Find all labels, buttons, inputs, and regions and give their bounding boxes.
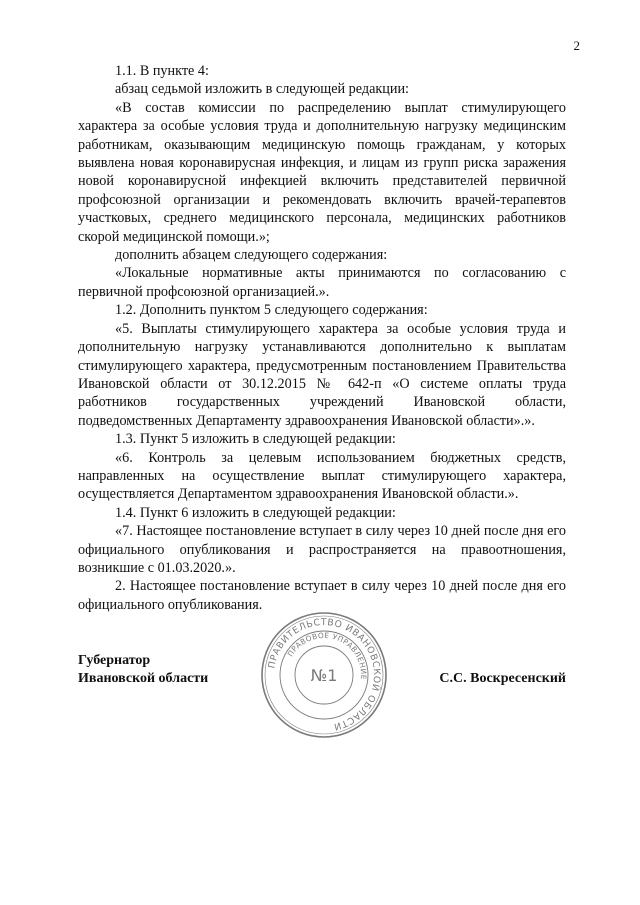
signatory-name: С.С. Воскресенский bbox=[439, 671, 566, 686]
seal-outer-text: ПРАВИТЕЛЬСТВО ИВАНОВСКОЙ ОБЛАСТИ bbox=[266, 616, 383, 733]
document-body bbox=[78, 62, 566, 614]
paragraph: 1.4. Пункт 6 изложить в следующей редакции: bbox=[115, 504, 396, 521]
page-number: 2 bbox=[573, 38, 580, 53]
signatory-title-line: Губернатор bbox=[78, 653, 151, 668]
paragraph: дополнить абзацем следующего содержания: bbox=[115, 247, 388, 264]
paragraph: 2. Настоящее постановление вступает в силу через 10 дней после дня его официального опубликования. bbox=[78, 578, 566, 613]
seal-center-text: №1 bbox=[310, 666, 338, 685]
paragraph: «5. Выплаты стимулирующего характера за особые условия труда и дополнительную нагрузку устанавливаются дополнительно к выплатам стимулирующего характера, предусмотренным постановлением Правительства Ивановской области от 30.12.2015 № 642-п «О системе оплаты труда работников государственных учреждений Ивановской области, подведомственных Департаменту здравоохранения Ивановской области».». bbox=[78, 320, 566, 429]
official-seal bbox=[259, 610, 389, 740]
paragraph: «6. Контроль за целевым использованием бюджетных средств, направленных на осуществление выплат стимулирующего характера, осуществляется Департаментом здравоохранения Ивановской области.». bbox=[78, 449, 566, 503]
signatory-title-line: Ивановской области bbox=[78, 671, 209, 686]
signatory-title bbox=[78, 652, 208, 688]
paragraph: «Локальные нормативные акты принимаются по согласованию с первичной профсоюзной организацией.». bbox=[78, 265, 566, 300]
paragraph: «7. Настоящее постановление вступает в силу через 10 дней после дня его официального опубликования и распространяется на правоотношения, возникшие с 01.03.2020.». bbox=[78, 523, 566, 576]
paragraph: 1.3. Пункт 5 изложить в следующей редакции: bbox=[115, 431, 396, 448]
paragraph: абзац седьмой изложить в следующей редакции: bbox=[115, 81, 410, 98]
paragraph: 1.1. В пункте 4: bbox=[115, 63, 209, 79]
paragraph: 1.2. Дополнить пунктом 5 следующего содержания: bbox=[115, 302, 428, 319]
paragraph: «В состав комиссии по распределению выплат стимулирующего характера за особые условия труда и дополнительную нагрузку медицинским работникам, оказывающим медицинскую помощь гражданам, у которых выявлена новая коронавирусная инфекция, и лицам из групп риска заражения новой коронавирусной инфекцией включить представителей первичной профсоюзной организации и рекомендовать включить врачей-терапевтов участковых, среднего медицинского персонала, медицинских работников скорой медицинской помощи.»; bbox=[78, 99, 566, 245]
seal-inner-text: ПРАВОВОЕ УПРАВЛЕНИЕ bbox=[285, 630, 369, 681]
